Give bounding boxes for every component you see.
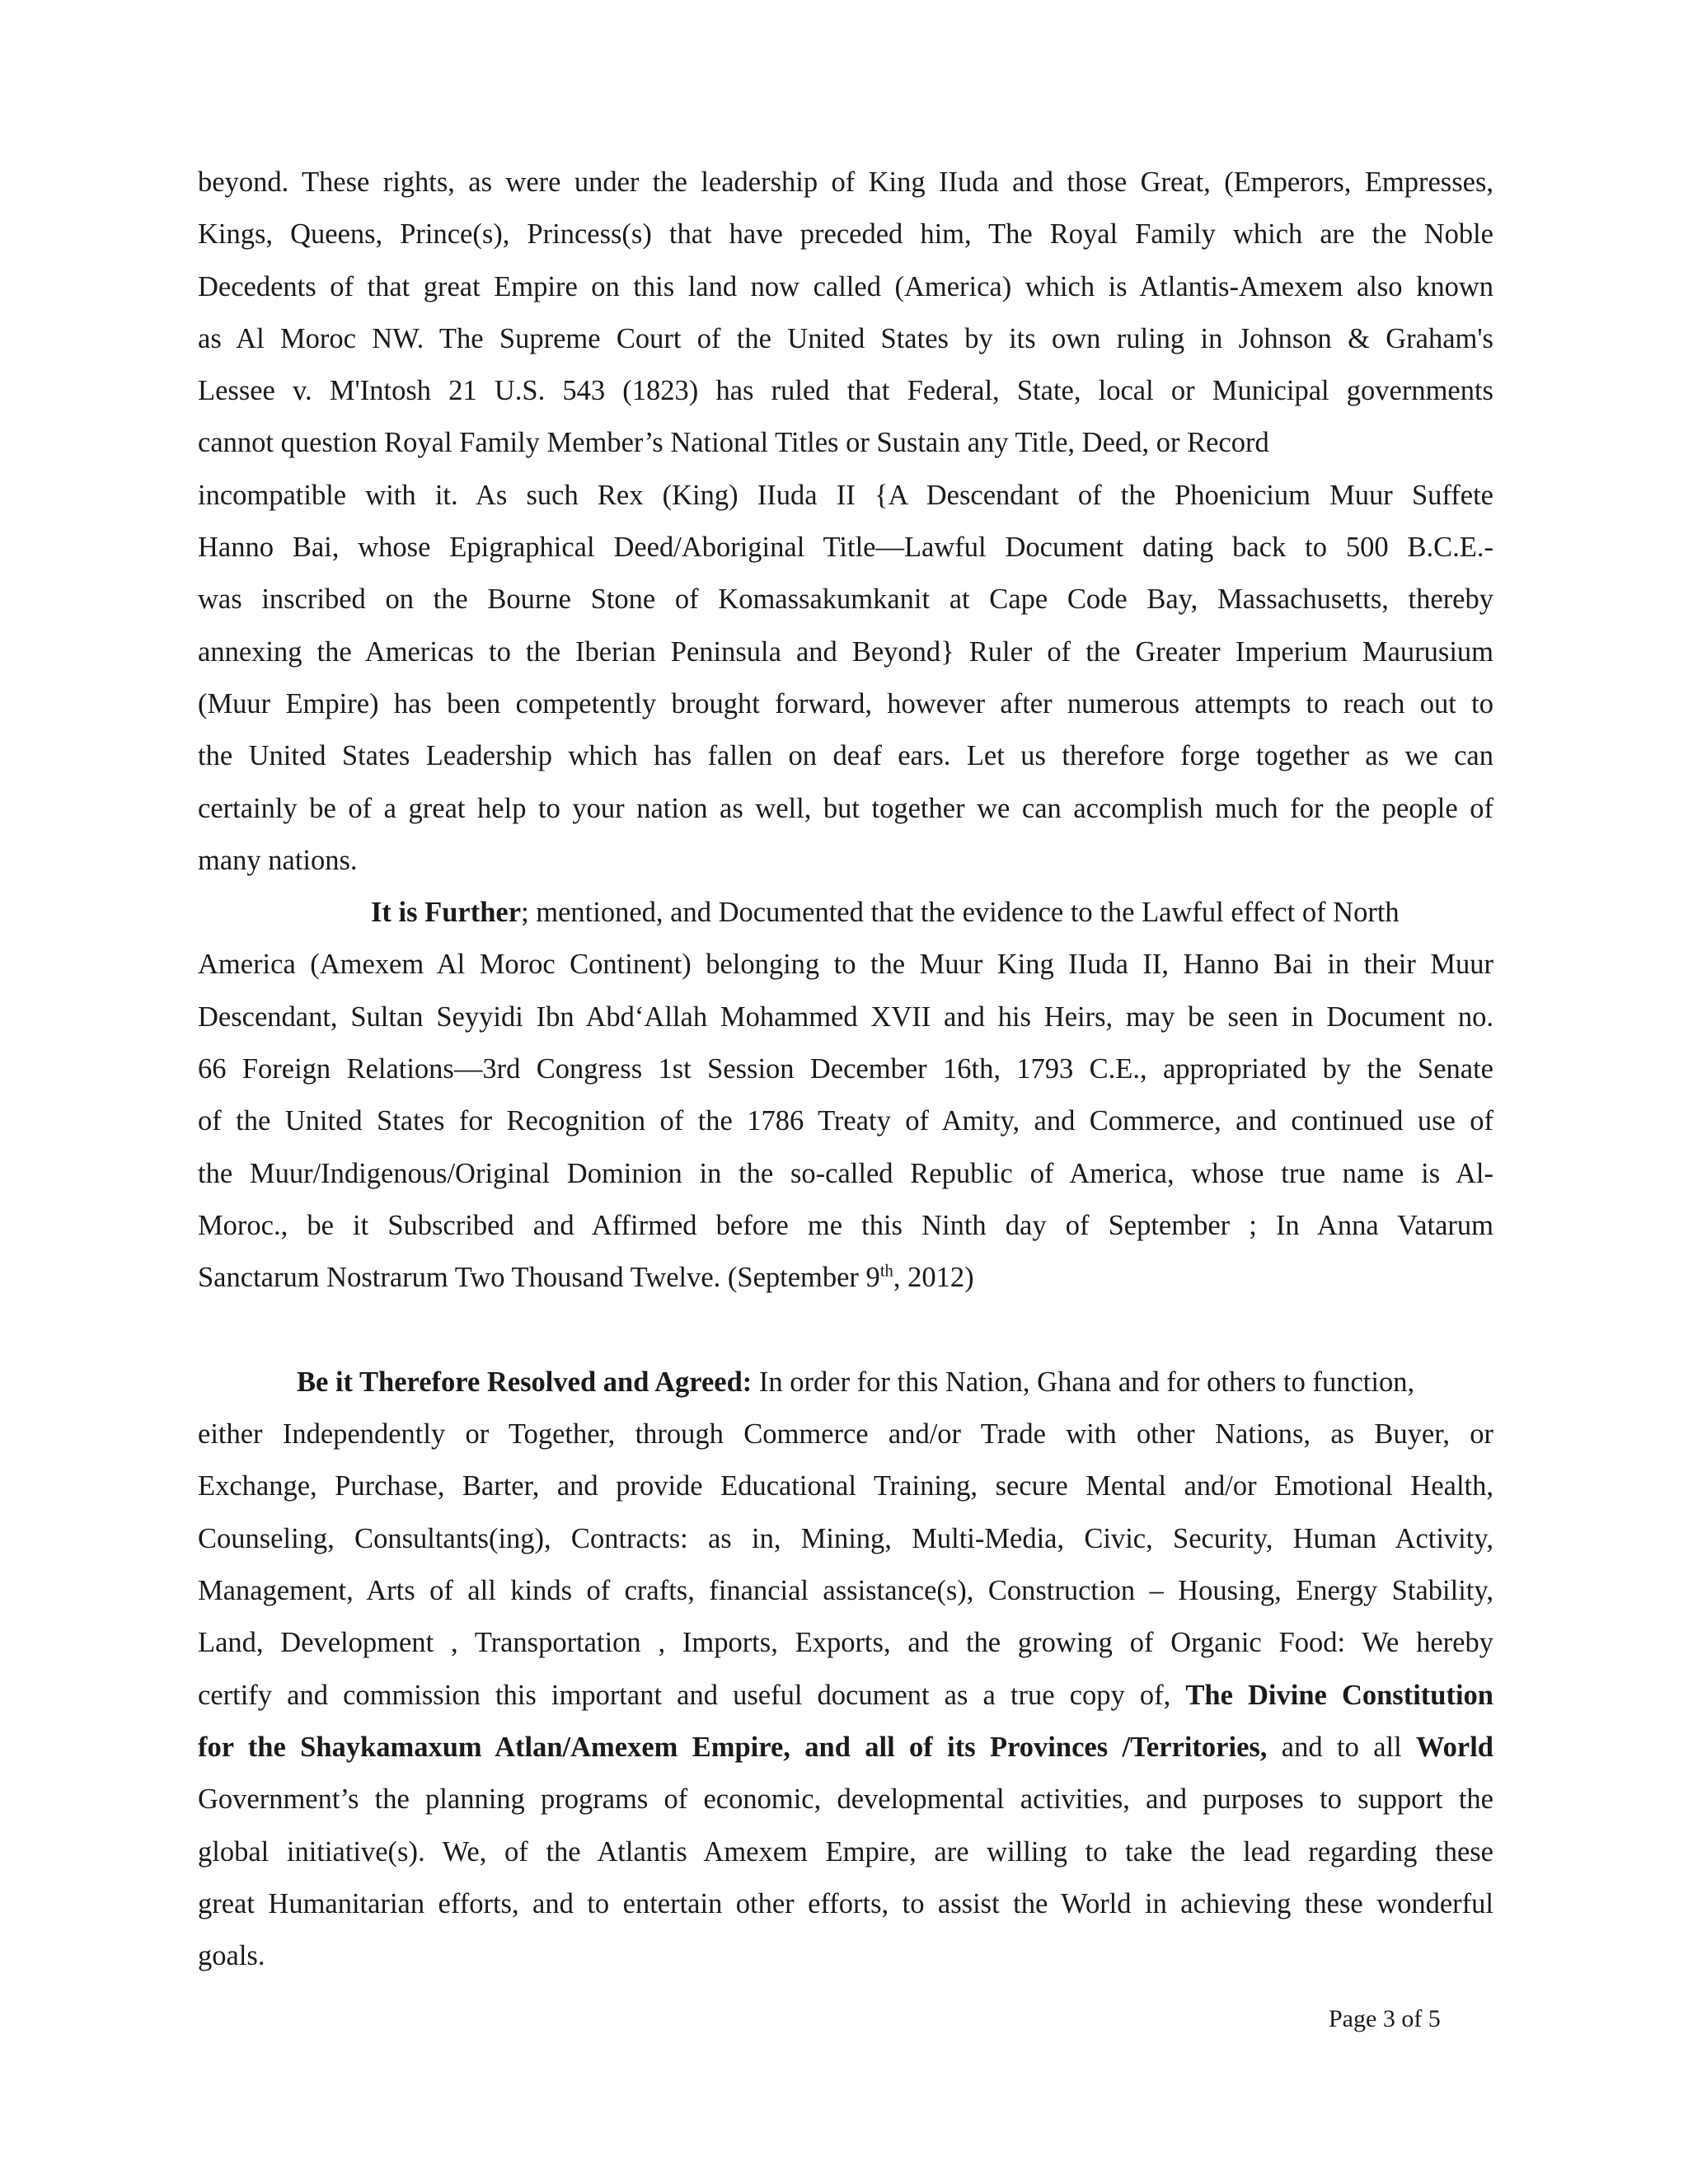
text-line: the United States Leadership which has fallen on deaf ears. Let us therefore forge together as we can bbox=[198, 740, 1493, 772]
bold-run: The Divine Constitution bbox=[1185, 1679, 1493, 1711]
text-line: of the United States for Recognition of the 1786 Treaty of Amity, and Commerce, and continued use of bbox=[198, 1105, 1493, 1137]
text-run: and to all bbox=[1267, 1731, 1417, 1763]
text-line: Hanno Bai, whose Epigraphical Deed/Aboriginal Title—Lawful Document dating back to 500 B.C.E.- bbox=[198, 532, 1493, 564]
text-line: as Al Moroc NW. The Supreme Court of the United States by its own ruling in Johnson & Graham's bbox=[198, 322, 1493, 354]
superscript: th bbox=[879, 1262, 893, 1281]
bold-run: for the Shaykamaxum Atlan/Amexem Empire, and all of its Provinces /Territories, bbox=[198, 1731, 1268, 1763]
blank-line bbox=[198, 1305, 1493, 1357]
text-line: Descendant, Sultan Seyyidi Ibn Abd‘Allah Mohammed XVII and his Heirs, may be seen in Document no. bbox=[198, 1001, 1493, 1033]
text-line bbox=[198, 1670, 1493, 1722]
text-line: Kings, Queens, Prince(s), Princess(s) that have preceded him, The Royal Family which are the Noble bbox=[198, 218, 1493, 251]
text-line: certainly be of a great help to your nation as well, but together we can accomplish much for the people of bbox=[198, 792, 1493, 824]
text-line: Lessee v. M'Intosh 21 U.S. 543 (1823) has ruled that Federal, State, local or Municipal governments bbox=[198, 375, 1493, 407]
text-line: beyond. These rights, as were under the leadership of King IIuda and those Great, (Emperors, Empresses, bbox=[198, 166, 1493, 198]
text-line bbox=[198, 1252, 1493, 1304]
text-line: America (Amexem Al Moroc Continent) belonging to the Muur King IIuda II, Hanno Bai in their Muur bbox=[198, 949, 1493, 981]
text-line: Exchange, Purchase, Barter, and provide Educational Training, secure Mental and/or Emotional Health, bbox=[198, 1470, 1493, 1502]
text-run: certify and commission this important and useful document as a true copy of, bbox=[198, 1679, 1186, 1711]
document-body bbox=[198, 157, 1493, 1982]
page-number: Page 3 of 5 bbox=[1329, 2005, 1441, 2032]
text-run: In order for this Nation, Ghana and for others to function, bbox=[752, 1366, 1415, 1398]
text-line: (Muur Empire) has been competently brought forward, however after numerous attempts to reach out to bbox=[198, 687, 1493, 719]
text-line: Counseling, Consultants(ing), Contracts: as in, Mining, Multi-Media, Civic, Security, Human Activity, bbox=[198, 1522, 1493, 1554]
bold-lead: Be it Therefore Resolved and Agreed: bbox=[297, 1366, 753, 1398]
text-line: many nations. bbox=[198, 844, 358, 876]
bold-lead: It is Further bbox=[371, 897, 522, 929]
text-line: global initiative(s). We, of the Atlantis Amexem Empire, are willing to take the lead regarding these bbox=[198, 1835, 1493, 1868]
text-line: goals. bbox=[198, 1940, 265, 1972]
text-run: , 2012) bbox=[893, 1262, 974, 1294]
text-line: Management, Arts of all kinds of crafts, financial assistance(s), Construction – Housing, Energy Stability, bbox=[198, 1575, 1493, 1607]
text-line: Land, Development , Transportation , Imports, Exports, and the growing of Organic Food: We hereby bbox=[198, 1627, 1493, 1659]
paragraph-2 bbox=[198, 887, 1493, 1304]
text-line bbox=[198, 887, 1493, 939]
text-line: either Independently or Together, through Commerce and/or Trade with other Nations, as Buyer, or bbox=[198, 1418, 1493, 1451]
text-line: great Humanitarian efforts, and to entertain other efforts, to assist the World in achieving these wonderful bbox=[198, 1887, 1493, 1919]
text-line: was inscribed on the Bourne Stone of Komassakumkanit at Cape Code Bay, Massachusetts, thereby bbox=[198, 583, 1493, 616]
text-line: 66 Foreign Relations—3rd Congress 1st Session December 16th, 1793 C.E., appropriated by the Senate bbox=[198, 1053, 1493, 1085]
bold-run: World bbox=[1416, 1731, 1493, 1763]
text-line: incompatible with it. As such Rex (King) IIuda II {A Descendant of the Phoenicium Muur Suffete bbox=[198, 479, 1493, 511]
text-line bbox=[198, 1357, 1493, 1408]
paragraph-1 bbox=[198, 157, 1493, 887]
text-line: the Muur/Indigenous/Original Dominion in the so-called Republic of America, whose true name is Al- bbox=[198, 1157, 1493, 1189]
text-line: Moroc., be it Subscribed and Affirmed before me this Ninth day of September ; In Anna Vatarum bbox=[198, 1209, 1493, 1241]
text-line bbox=[198, 1722, 1493, 1774]
text-line: annexing the Americas to the Iberian Peninsula and Beyond} Ruler of the Greater Imperium Maurusium bbox=[198, 635, 1493, 668]
text-line: cannot question Royal Family Member’s National Titles or Sustain any Title, Deed, or Record bbox=[198, 427, 1269, 459]
paragraph-3 bbox=[198, 1357, 1493, 1983]
text-line: Decedents of that great Empire on this land now called (America) which is Atlantis-Amexem also known bbox=[198, 270, 1493, 302]
text-run: ; mentioned, and Documented that the evidence to the Lawful effect of North bbox=[521, 897, 1400, 929]
text-line: Government’s the planning programs of economic, developmental activities, and purposes to support the bbox=[198, 1783, 1493, 1816]
text-run: Sanctarum Nostrarum Two Thousand Twelve. (September 9 bbox=[198, 1262, 880, 1294]
